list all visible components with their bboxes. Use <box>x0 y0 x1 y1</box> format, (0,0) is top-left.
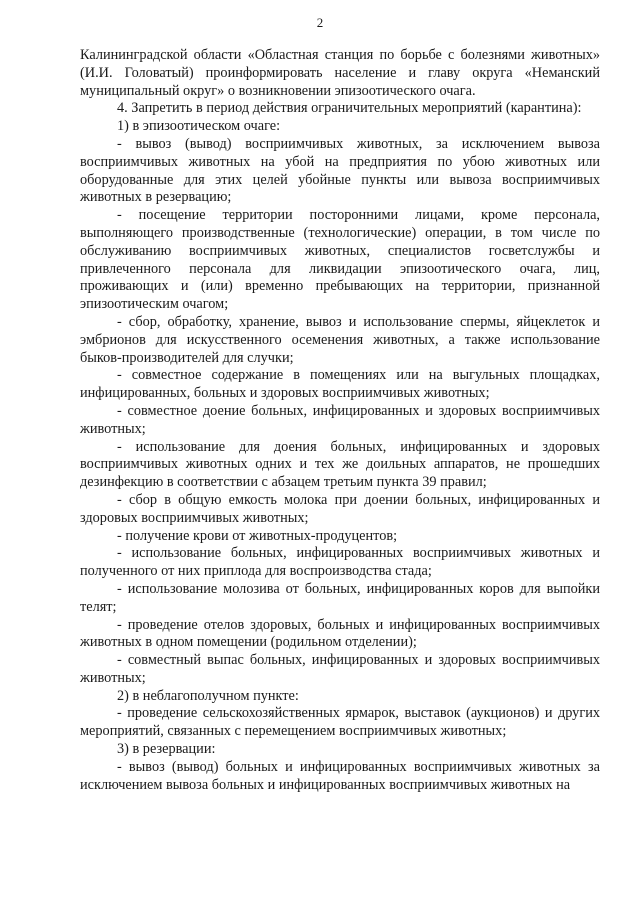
list-item: - проведение сельскохозяйственных ярмарок, выставок (аукционов) и других мероприятий, связанных с перемещением восприимчивых животных; <box>80 705 600 740</box>
list-item: - использование молозива от больных, инфицированных коров для выпойки телят; <box>80 580 600 615</box>
list-item: - сбор в общую емкость молока при доении больных, инфицированных и здоровых восприимчивых животных; <box>80 491 600 526</box>
list-item: - посещение территории посторонними лицами, кроме персонала, выполняющего производственные (технологические) операции, в том числе по обслуживанию восприимчивых животных, специалистов госветслужбы и привлеченного персонала для ликвидации эпизоотического очага, лиц, проживающих и (или) временно пребывающих на территории, признанной эпизоотическим очагом; <box>80 207 600 313</box>
list-item: - вывоз (вывод) больных и инфицированных восприимчивых животных за исключением вывоза больных и инфицированных восприимчивых животных на <box>80 758 600 793</box>
list-item: - использование больных, инфицированных восприимчивых животных и полученного от них приплода для воспроизводства стада; <box>80 545 600 580</box>
paragraph-intro: Калининградской области «Областная станция по борьбе с болезнями животных» (И.И. Головатый) проинформировать население и главу округа «Неманский муниципальный округ» о возникновении эпизоотического очага. <box>80 47 600 99</box>
subitem-episootic-focus: 1) в эпизоотическом очаге: <box>117 118 281 135</box>
list-item: - проведение отелов здоровых, больных и инфицированных восприимчивых животных в одном помещении (родильном отделении); <box>80 616 600 651</box>
list-item: - использование для доения больных, инфицированных и здоровых восприимчивых животных одних и тех же доильных аппаратов, не прошедших дезинфекцию в соответствии с абзацем третьим пункта 39 правил; <box>80 438 600 491</box>
document-body <box>80 47 600 794</box>
paragraph-item-4: 4. Запретить в период действия ограничительных мероприятий (карантина): <box>117 100 582 117</box>
subitem-reservation: 3) в резервации: <box>117 741 216 758</box>
subitem-unfavorable-point: 2) в неблагополучном пункте: <box>117 687 299 704</box>
list-item: - сбор, обработку, хранение, вывоз и использование спермы, яйцеклеток и эмбрионов для искусственного осеменения животных, а также использование быков-производителей для случки; <box>80 313 600 366</box>
list-item: - получение крови от животных-продуцентов; <box>117 527 398 544</box>
list-item: - совместное содержание в помещениях или на выгульных площадках, инфицированных, больных и здоровых восприимчивых животных; <box>80 367 600 402</box>
list-item: - вывоз (вывод) восприимчивых животных, за исключением вывоза восприимчивых животных на убой на предприятия по убою животных или оборудованные для этих целей убойные пункты или вывоза восприимчивых животных в резервацию; <box>80 135 600 206</box>
list-item: - совместное доение больных, инфицированных и здоровых восприимчивых животных; <box>80 402 600 437</box>
page-number: 2 <box>316 15 324 30</box>
list-item: - совместный выпас больных, инфицированных и здоровых восприимчивых животных; <box>80 652 600 686</box>
